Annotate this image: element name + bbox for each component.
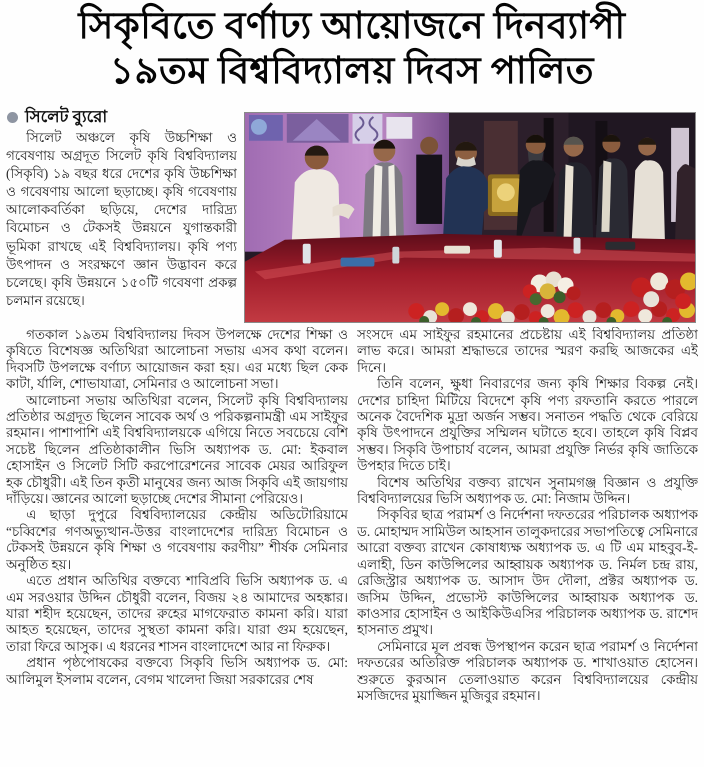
article-paragraph: এতে প্রধান অতিথির বক্তব্যে শাবিপ্রবি ভিসি অধ্যাপক ড. এ এম সরওয়ার উদ্দিন চৌধুরী বলেন, বিজয় ২৪ আমাদের অহঙ্কার। যারা শহীদ হয়েছেন, তাদের রুহের মাগফেরাত কামনা করি। যারা আহত হয়েছেন, তাদের সুস্থতা কামনা করি। যারা গুম হয়েছেন, তারা ফিরে আসুক। এ ধরনের শাসন বাংলাদেশে আর না ফিরুক।	[6, 573, 348, 654]
article-paragraph: তিনি বলেন, ক্ষুধা নিবারণের জন্য কৃষি শিক্ষার বিকল্প নেই। দেশের চাহিদা মিটিয়ে বিদেশে কৃষি পণ্য রফতানি করতে পারলে অনেক বৈদেশিক মুদ্রা অর্জন সম্ভব। সনাতন পদ্ধতি থেকে বেরিয়ে কৃষি উৎপাদনে প্রযুক্তির সম্মিলন ঘটাতে হবে। তাহলে কৃষি বিপ্লব সম্ভব। সিকৃবি উপাচার্য বলেন, আমরা প্রযুক্তি নির্ভর কৃষি জাতিকে উপহার দিতে চাই।	[357, 376, 698, 474]
article-paragraph: সিলেট অঞ্চলে কৃষি উচ্চশিক্ষা ও গবেষণায় অগ্রদূত সিলেট কৃষি বিশ্ববিদ্যালয় (সিকৃবি) ১৯ বছর ধরে দেশের কৃষি উচ্চশিক্ষা ও গবেষণায় আলো ছড়াচ্ছে। কৃষি গবেষণায় আলোকবর্তিকা ছড়িয়ে, দেশের দারিদ্র্য বিমোচন ও টেকসই উন্নয়নে যুগান্তকারী ভূমিকা রাখছে এই বিশ্ববিদ্যালয়। কৃষি পণ্য উৎপাদন ও সংরক্ষণে জ্ঞান উদ্ভাবন করে চলেছে। কৃষি উন্নয়নে ১৫০টি গবেষণা প্রকল্প চলমান রয়েছে।	[6, 130, 237, 308]
event-photo	[244, 112, 696, 323]
article-paragraph: গতকাল ১৯তম বিশ্ববিদ্যালয় দিবস উপলক্ষে দেশের শিক্ষা ও কৃষিতে বিশেষজ্ঞ অতিথিরা আলোচনা সভায় এসব কথা বলেন। দিবসটি উপলক্ষে বর্ণাঢ্য আয়োজন করা হয়। এর মধ্যে ছিল কেক কাটা, র্যালি, শোভাযাত্রা, সেমিনার ও আলোচনা সভা।	[6, 327, 348, 392]
headline-line-1: সিকৃবিতে বর্ণাঢ্য আয়োজনে দিনব্যাপী	[78, 6, 626, 47]
article-paragraph: সংসদে এম সাইফুর রহমানের প্রচেষ্টায় এই বিশ্ববিদ্যালয় প্রতিষ্ঠা লাভ করে। আমরা শ্রদ্ধাভরে তাদের স্মরণ করছি আজকের এই দিনে।	[357, 327, 698, 375]
right-column	[357, 327, 698, 753]
article-paragraph: বিশেষ অতিথির বক্তব্য রাখেন সুনামগঞ্জ বিজ্ঞান ও প্রযুক্তি বিশ্ববিদ্যালয়ের ভিসি অধ্যাপক ড. মো: নিজাম উদ্দিন।	[357, 474, 698, 507]
article-paragraph: সেমিনারে মূল প্রবন্ধ উপস্থাপন করেন ছাত্র পরামর্শ ও নির্দেশনা দফতরের অতিরিক্ত পরিচালক অধ্যাপক ড. শাখাওয়াত হোসেন। শুরুতে কুরআন তেলাওয়াত করেন বিশ্ববিদ্যালয়ের কেন্দ্রীয় মসজিদের মুয়াজ্জিন মুজিবুর রহমান।	[357, 638, 698, 703]
bullet-icon	[7, 112, 18, 123]
byline-text: সিলেট ব্যুরো	[25, 107, 108, 126]
article-paragraph: এ ছাড়া দুপুরে বিশ্ববিদ্যালয়ের কেন্দ্রীয় অডিটোরিয়ামে “চব্বিশের গণঅভ্যুত্থান-উত্তর বাংলাদেশের দারিদ্র্য বিমোচন ও টেকসই উন্নয়নে কৃষি শিক্ষা ও গবেষণায় করণীয়” শীর্ষক সেমিনার অনুষ্ঠিত হয়।	[6, 507, 348, 572]
article-paragraph: প্রধান পৃষ্ঠপোষকের বক্তব্যে সিকৃবি ভিসি অধ্যাপক ড. মো: আলিমুল ইসলাম বলেন, বেগম খালেদা জিয়া সরকারের শেষ	[6, 655, 348, 687]
left-column	[6, 327, 348, 753]
article-paragraph: সিকৃবির ছাত্র পরামর্শ ও নির্দেশনা দফতরের পরিচালক অধ্যাপক ড. মোহাম্মদ সামিউল আহসান তালুকদারের সভাপতিত্বে সেমিনারে আরো বক্তব্য রাখেন কোষাধ্যক্ষ অধ্যাপক ড. এ টি এম মাহবুব-ই-এলাহী, ডিন কাউন্সিলের আহ্বায়ক অধ্যাপক ড. নির্মল চন্দ্র রায়, রেজিস্ট্রার অধ্যাপক ড. আসাদ উদ দৌলা, প্রক্টর অধ্যাপক ড. জসিম উদ্দিন, প্রভোস্ট কাউন্সিলের আহ্বায়ক অধ্যাপক ড. কাওসার হোসাইন ও আইকিউএসির পরিচালক অধ্যাপক ড. রাশেদ হাসনাত প্রমুখ।	[357, 507, 698, 638]
article-paragraph: আলোচনা সভায় অতিথিরা বলেন, সিলেট কৃষি বিশ্ববিদ্যালয় প্রতিষ্ঠার অগ্রদূত ছিলেন সাবেক অর্থ ও পরিকল্পনামন্ত্রী এম সাইফুর রহমান। পাশাপাশি এই বিশ্ববিদ্যালয়কে এগিয়ে নিতে সবচেয়ে বেশি সচেষ্ট ছিলেন প্রতিষ্ঠাকালীন ভিসি অধ্যাপক ড. মো: ইকবাল হোসাইন ও সিলেট সিটি করপোরেশনের সাবেক মেয়র আরিফুল হক চৌধুরী। এই তিন কৃতী মানুষের জন্য আজ সিকৃবি এই জায়গায় দাঁড়িয়ে। জ্ঞানের আলো ছড়াচ্ছে দেশের সীমানা পেরিয়েও।	[6, 392, 348, 507]
byline	[7, 104, 107, 131]
intro-column	[6, 129, 237, 329]
article-headline	[0, 4, 704, 94]
headline-line-2: ১৯তম বিশ্ববিদ্যালয় দিবস পালিত	[109, 51, 595, 92]
event-photo-graphic	[245, 113, 695, 322]
